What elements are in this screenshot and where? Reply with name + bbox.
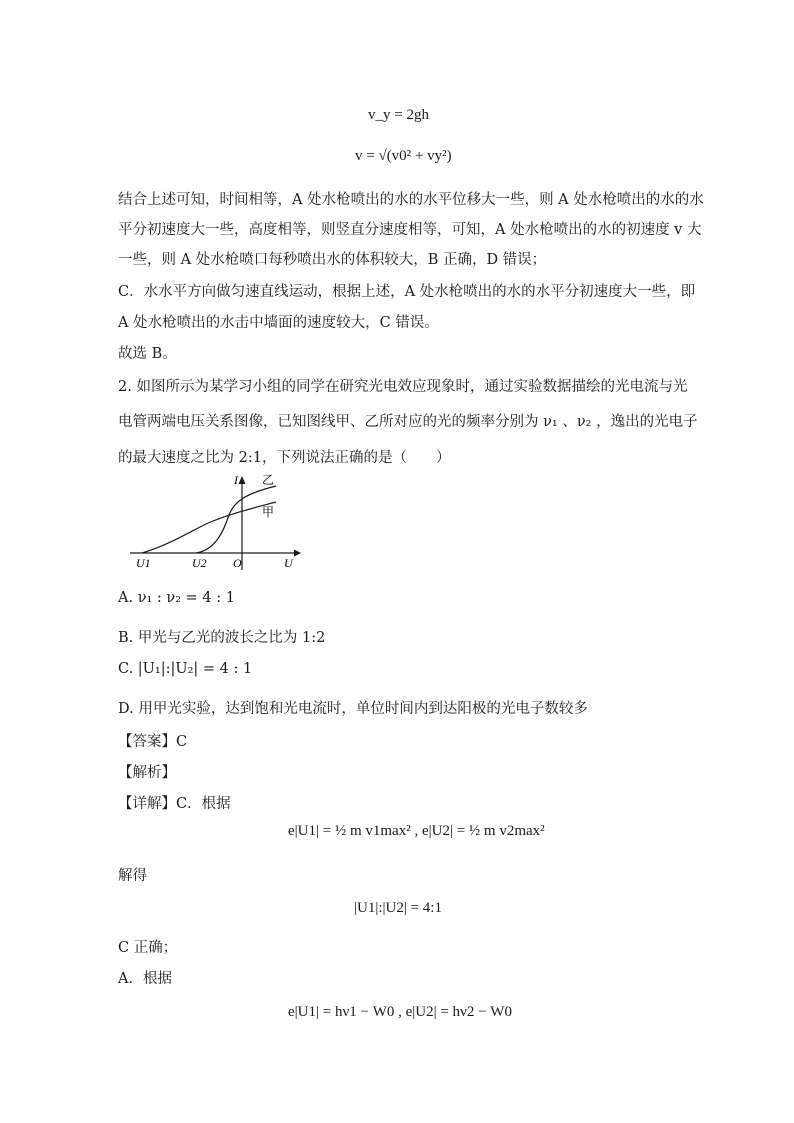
question-line: 电管两端电压关系图像，已知图线甲、乙所对应的光的频率分别为 ν₁ 、ν₂ ，逸出的光电子 (118, 414, 698, 430)
question-line: 的最大速度之比为 2:1，下列说法正确的是（ ） (118, 450, 451, 466)
paragraph-line: A 处水枪喷出的水击中墙面的速度较大，C 错误。 (118, 315, 439, 331)
curve-yi (196, 486, 276, 553)
equation-stop-voltages: e|U1| = ½ m v1max² , e|U2| = ½ m v2max² (288, 823, 545, 839)
curve-jia (142, 502, 276, 553)
option-b: B. 甲光与乙光的波长之比为 1:2 (118, 630, 326, 646)
paragraph-line: 平分初速度大一些，高度相等，则竖直分速度相等，可知，A 处水枪喷出的水的初速度 v 大 (118, 222, 702, 238)
c-correct-text: C 正确； (118, 940, 178, 956)
y-axis-arrow (239, 476, 246, 484)
analysis-label: 【解析】 (118, 765, 176, 781)
paragraph-line: 结合上述可知，时间相等，A 处水枪喷出的水的水平位移大一些，则 A 处水枪喷出的水的水 (118, 192, 704, 208)
curve-yi-label: 乙 (262, 473, 275, 487)
option-d: D. 用甲光实验，达到饱和光电流时，单位时间内到达阳极的光电子数较多 (118, 701, 588, 717)
origin-label: O (233, 556, 242, 570)
equation-photoelectric: e|U1| = hν1 − W0 , e|U2| = hν2 − W0 (288, 1004, 512, 1020)
paragraph-line: C．水水平方向做匀速直线运动，根据上述，A 处水枪喷出的水的水平分初速度大一些，即 (118, 284, 696, 300)
paragraph-line: 一些，则 A 处水枪喷口每秒喷出水的体积较大，B 正确，D 错误； (118, 252, 547, 268)
detail-label: 【详解】C．根据 (118, 796, 231, 812)
answer-label: 【答案】C (118, 734, 188, 750)
x-axis-arrow (294, 550, 301, 557)
option-c: C. |U₁|:|U₂| = 4 : 1 (118, 661, 253, 677)
a-according-text: A．根据 (118, 971, 172, 987)
paragraph-line: 故选 B。 (118, 346, 177, 362)
equation-vy: v_y = 2gh (368, 107, 429, 123)
solve-label: 解得 (118, 868, 147, 884)
equation-ratio: |U1|:|U2| = 4:1 (354, 900, 442, 916)
u2-label: U2 (192, 556, 207, 570)
y-axis-label: I (234, 473, 238, 487)
x-axis-label: U (284, 556, 293, 570)
equation-v: v = √(v0² + vy²) (355, 148, 452, 164)
option-a: A. ν₁ : ν₂ = 4 : 1 (118, 590, 235, 606)
u1-label: U1 (136, 556, 151, 570)
photoelectric-iu-graph (126, 470, 306, 575)
question-line: 2. 如图所示为某学习小组的同学在研究光电效应现象时，通过实验数据描绘的光电流与光 (118, 379, 688, 395)
curve-jia-label: 甲 (262, 505, 275, 519)
